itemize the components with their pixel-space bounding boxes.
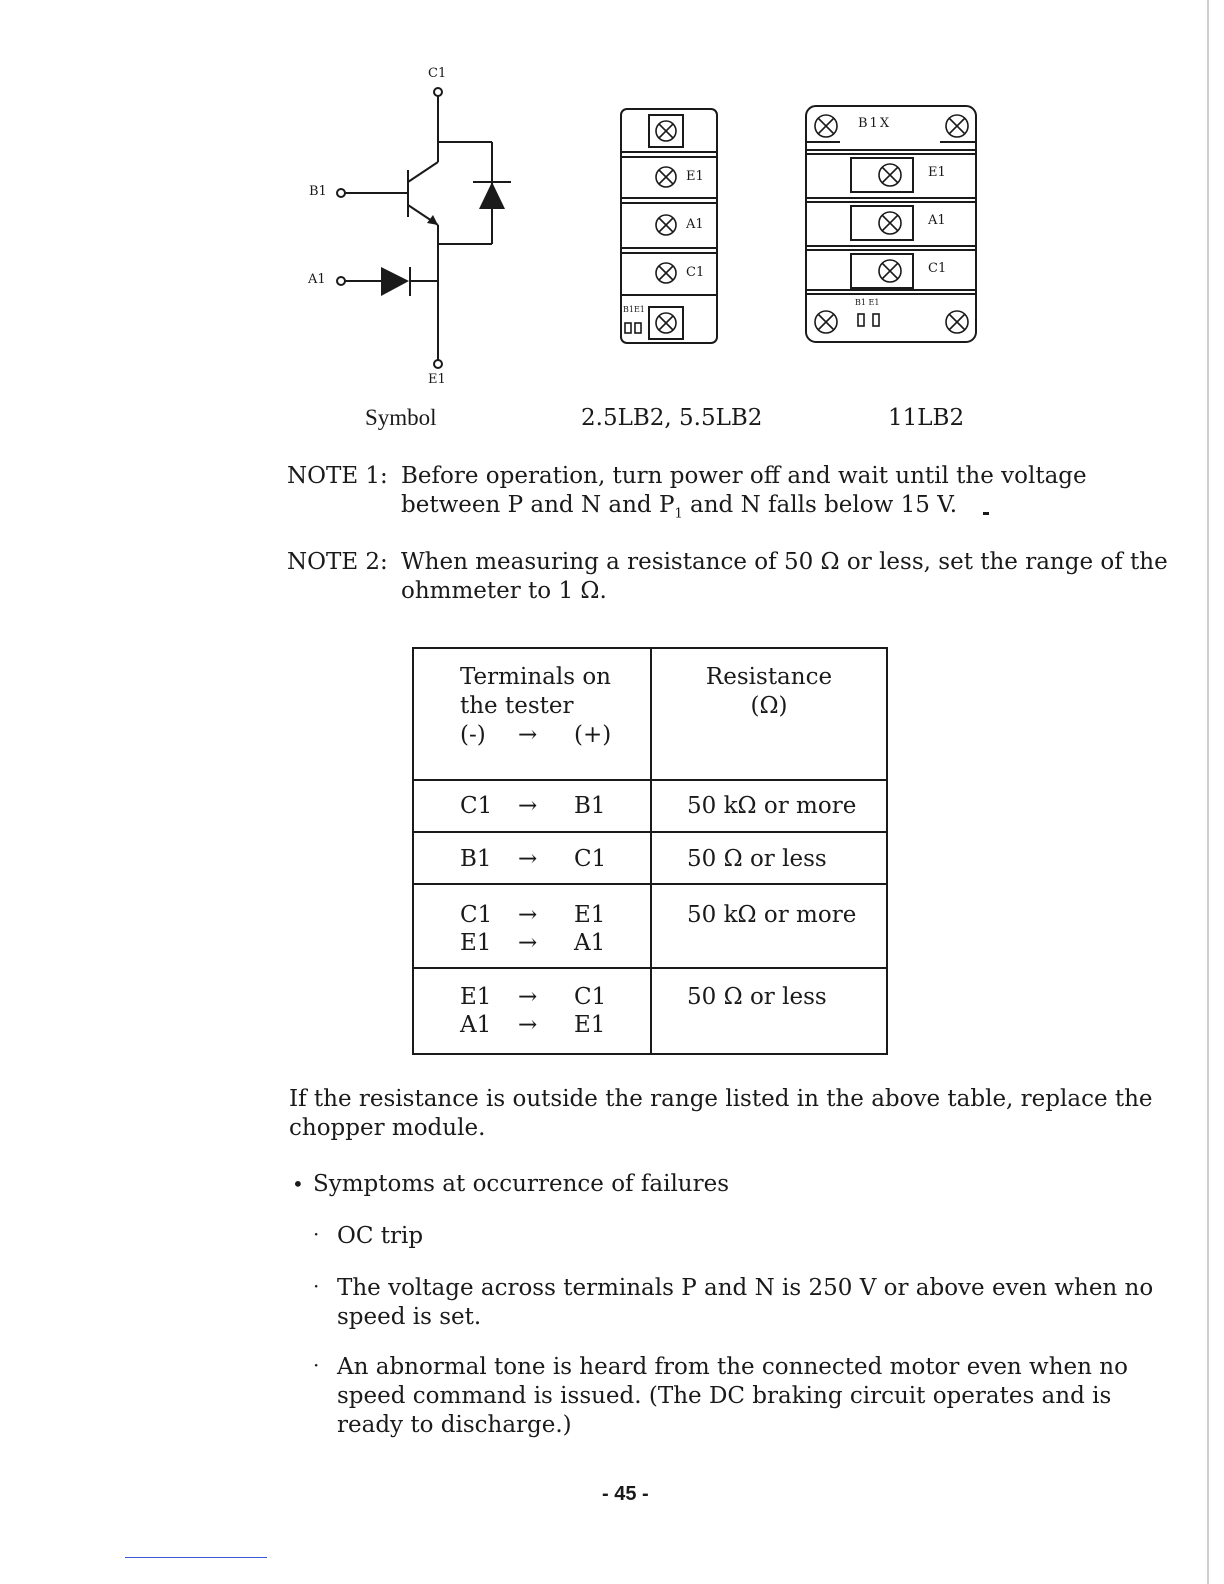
igbt-symbol-diagram <box>295 62 535 392</box>
header-resistance-cell: Resistance (Ω) <box>651 648 887 780</box>
small-module-bottom-labels: B1E1 <box>623 305 645 314</box>
table-row: B1 → C1 50 Ω or less <box>413 832 887 884</box>
anode-diode <box>381 267 409 296</box>
small-module-label-c1: C1 <box>686 265 705 280</box>
symptom-bullet: · <box>313 1222 320 1246</box>
symbol-label-e1: E1 <box>428 372 446 387</box>
table-row: E1 → C1 A1 → E1 50 Ω or less <box>413 968 887 1054</box>
symptom-item-3: An abnormal tone is heard from the connected motor even when no speed command is issued. (The DC braking circuit operates and is ready to discharge.) <box>337 1354 1128 1438</box>
footer-rule <box>125 1557 267 1558</box>
symbol-label-a1: A1 <box>308 272 326 287</box>
freewheel-diode <box>479 182 505 209</box>
large-module-bottom-labels: B1 E1 <box>855 298 880 307</box>
note-1-text: Before operation, turn power off and wait until the voltage between P and N and $P_1$ and N falls below 15 V. <box>401 463 1087 522</box>
large-module-top-label: B1X <box>858 116 892 131</box>
symptoms-heading: Symptoms at occurrence of failures <box>313 1171 730 1197</box>
page-number: - 45 - <box>602 1483 649 1505</box>
small-module-label-a1: A1 <box>686 217 704 232</box>
large-module-label-c1: C1 <box>928 261 947 276</box>
header-terminals-cell: Terminals on the tester (-) → (+) <box>413 648 651 780</box>
large-module-label-a1: A1 <box>928 213 946 228</box>
large-module-label-e1: E1 <box>928 165 946 180</box>
symbol-label-b1: B1 <box>309 184 327 199</box>
symptoms-bullet: • <box>292 1172 304 1196</box>
module-large-diagram <box>800 102 982 347</box>
stray-mark <box>983 512 989 515</box>
resistance-table <box>412 647 888 1055</box>
symbol-label-c1: C1 <box>428 66 447 81</box>
table-row: C1 → E1 E1 → A1 50 kΩ or more <box>413 884 887 968</box>
table-row: C1 → B1 50 kΩ or more <box>413 780 887 832</box>
symptom-item-2: The voltage across terminals P and N is 250 V or above even when no speed is set. <box>337 1275 1154 1330</box>
caption-symbol: Symbol <box>365 405 437 430</box>
note-2-label: NOTE 2: <box>287 549 388 575</box>
note-2-text: When measuring a resistance of 50 Ω or less, set the range of the ohmmeter to 1 Ω. <box>401 549 1168 604</box>
note-1-label: NOTE 1: <box>287 463 388 489</box>
caption-small-module: 2.5LB2, 5.5LB2 <box>581 405 763 431</box>
replacement-paragraph: If the resistance is outside the range listed in the above table, replace the chopper module. <box>289 1086 1153 1141</box>
page-edge <box>1207 0 1209 1584</box>
small-module-label-e1: E1 <box>686 169 704 184</box>
caption-large-module: 11LB2 <box>888 405 965 431</box>
symptom-bullet: · <box>313 1353 320 1377</box>
symptom-bullet: · <box>313 1274 320 1298</box>
table-header-row <box>413 648 887 780</box>
symptom-item-1: OC trip <box>337 1223 424 1249</box>
